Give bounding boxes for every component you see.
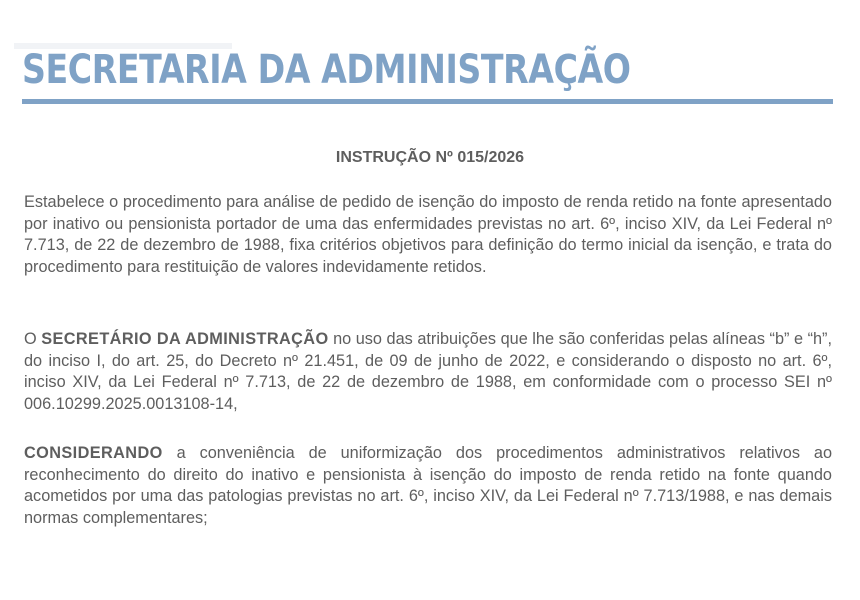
header-divider xyxy=(22,99,833,104)
considerando-text: a conveniência de uniformização dos procedimentos administrativos relativos ao reconhecimento do direito do inativo e pensionista à isenção do imposto de renda retido na fonte quando acometidos por uma das patologias previstas no art. 6º, inciso XIV, da Lei Federal nº 7.713/1988, e nas demais normas complementares; xyxy=(24,444,832,527)
document-title: INSTRUÇÃO Nº 015/2026 xyxy=(335,149,525,166)
considerando-paragraph xyxy=(24,443,832,529)
header-title: SECRETARIA DA ADMINISTRAÇÃO xyxy=(22,47,631,93)
authority-label: SECRETÁRIO DA ADMINISTRAÇÃO xyxy=(41,330,329,348)
preamble-prefix: O xyxy=(24,330,42,348)
preamble-paragraph xyxy=(24,329,832,415)
preamble-text: no uso das atribuições que lhe são conferidas pelas alíneas “b” e “h”, do inciso I, do art. 25, do Decreto nº 21.451, de 09 de junho de 2022, e considerando o disposto no art. 6º, inciso XIV, da Lei Federal nº 7.713, de 22 de dezembro de 1988, em conformidade com o processo SEI nº 006.10299.2025.0013108-14, xyxy=(24,330,832,413)
considerando-keyword: CONSIDERANDO xyxy=(24,444,163,462)
ementa-paragraph: Estabelece o procedimento para análise de pedido de isenção do imposto de renda retido na fonte apresentado por inativo ou pensionista portador de uma das enfermidades previstas no art. 6º, inciso XIV, da Lei Federal nº 7.713, de 22 de dezembro de 1988, fixa critérios objetivos para definição do termo inicial da isenção, e trata do procedimento para restituição de valores indevidamente retidos. xyxy=(24,193,832,276)
